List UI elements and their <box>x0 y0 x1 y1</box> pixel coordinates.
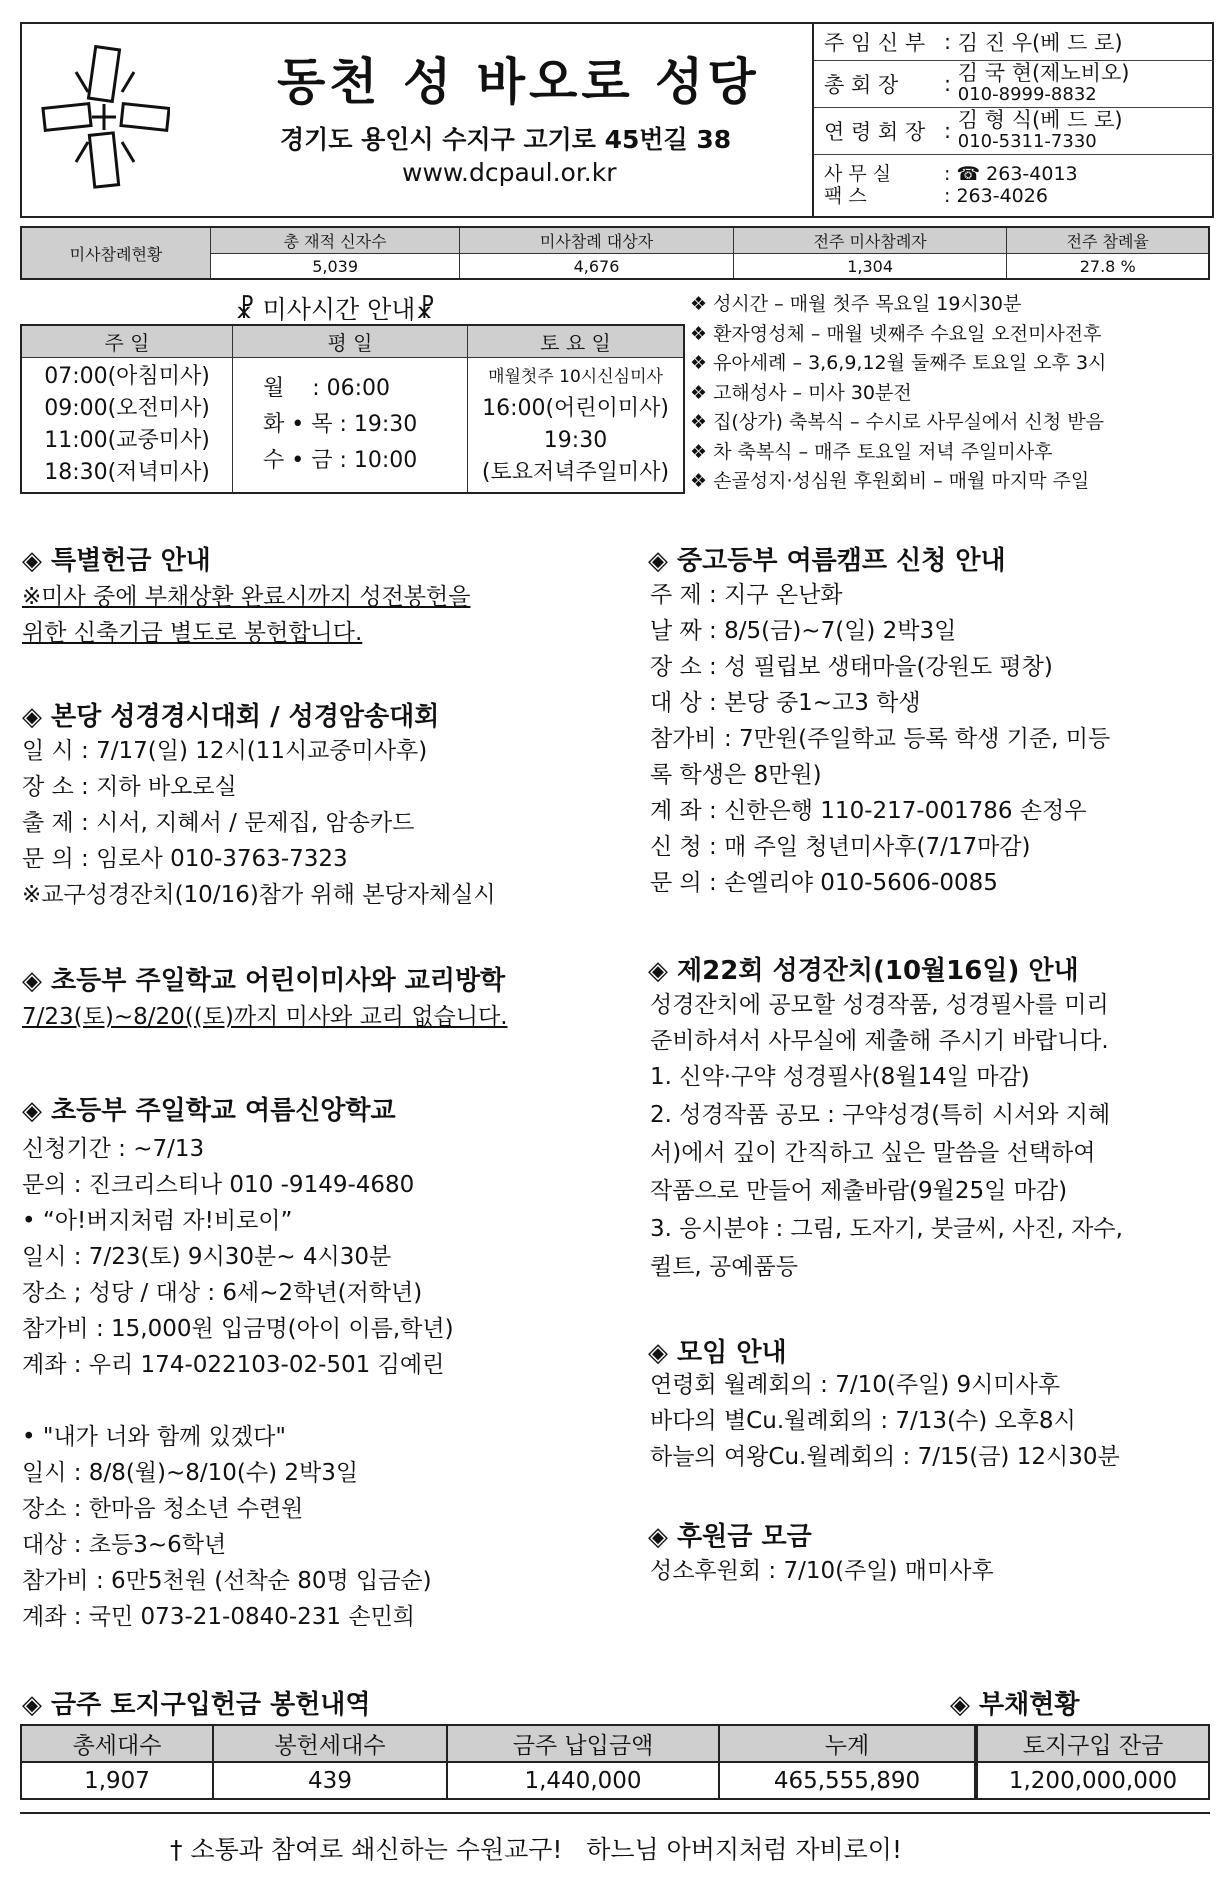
body-line: 퀼트, 공예품등 <box>650 1254 798 1280</box>
body-line: 바다의 별Cu.월례회의 : 7/13(수) 오후8시 <box>650 1408 1076 1434</box>
office-phone: ☎ 263-4013 <box>956 163 1078 185</box>
section-title: ◈ 중고등부 여름캠프 신청 안내 <box>648 546 1006 576</box>
staff-panel: 주 임 신 부 : 김 진 우(베 드 로) 총 회 장 : 김 국 현(제노비오) 010-8999-8832 연 령 회 장 : 김 형 식(베 드 로) 010-5311-7330 사 무 실 : ☎ 263-4013 팩 스 : 263-4026 <box>812 24 1214 216</box>
staff-value: 김 형 식(베 드 로) <box>957 108 1123 132</box>
body-line: 신 청 : 매 주일 청년미사후(7/17마감) <box>650 834 1031 860</box>
body-line: 일시 : 7/23(토) 9시30분~ 4시30분 <box>22 1244 392 1270</box>
table-header: 금주 납입금액 <box>447 1725 719 1762</box>
body-line: 일시 : 8/8(월)~8/10(수) 2박3일 <box>22 1460 359 1486</box>
body-line: ※미사 중에 부채상환 완료시까지 성전봉헌을 <box>22 584 471 610</box>
table-header: 토 요 일 <box>468 325 685 358</box>
body-line: 1. 신약·구약 성경필사(8월14일 마감) <box>650 1064 1030 1090</box>
list-item: ❖ 환자영성체 – 매월 넷째주 수요일 오전미사전후 <box>690 322 1102 345</box>
body-line: 연령회 월례회의 : 7/10(주일) 9시미사후 <box>650 1372 1061 1398</box>
offering-table <box>20 1724 1210 1800</box>
body-line: 주 제 : 지구 온난화 <box>650 582 843 608</box>
section-title: ◈ 본당 성경경시대회 / 성경암송대회 <box>22 702 440 732</box>
body-line: 2. 성경작품 공모 : 구약성경(특히 시서와 지혜 <box>650 1102 1111 1128</box>
table-cell: 1,304 <box>733 254 1007 280</box>
table-cell: 1,200,000,000 <box>976 1762 1209 1799</box>
list-item: 매월첫주 10시신심미사 <box>488 367 663 387</box>
staff-role: 연 령 회 장 <box>824 120 926 144</box>
saturday-masses <box>468 358 685 494</box>
body-line: 성경잔치에 공모할 성경작품, 성경필사를 미리 <box>650 992 1109 1018</box>
body-line: 위한 신축기금 별도로 봉헌합니다. <box>22 620 363 646</box>
parish-address: 경기도 용인시 수지구 고기로 45번길 38 <box>280 125 732 154</box>
weekday-masses <box>233 358 468 494</box>
body-line: 장 소 : 성 필립보 생태마을(강원도 평창) <box>650 654 1053 680</box>
footer-divider <box>20 1812 1210 1814</box>
staff-role: 사 무 실 <box>824 163 892 185</box>
list-item: 19:30 <box>543 428 608 453</box>
body-line: 문 의 : 손엘리야 010-5606-0085 <box>650 870 998 896</box>
table-cell: 465,555,890 <box>719 1762 976 1799</box>
body-line: ※교구성경잔치(10/16)참가 위해 본당자체실시 <box>22 882 496 908</box>
body-line: 문의 : 진크리스티나 010 -9149-4680 <box>22 1172 415 1198</box>
body-line: 장소 ; 성당 / 대상 : 6세~2학년(저학년) <box>22 1280 423 1306</box>
parish-name: 동천 성 바오로 성당 <box>277 53 760 111</box>
list-item: 16:00(어린이미사) <box>482 396 669 421</box>
table-header: 미사참례 대상자 <box>460 227 734 254</box>
table-header: 누계 <box>719 1725 976 1762</box>
body-line: 문 의 : 임로사 010-3763-7323 <box>22 846 348 872</box>
body-line: 날 짜 : 8/5(금)~7(일) 2박3일 <box>650 618 957 644</box>
offering-title: ◈ 금주 토지구입헌금 봉헌내역 <box>22 1690 371 1720</box>
body-line: 참가비 : 6만5천원 (선착순 80명 입금순) <box>22 1568 432 1594</box>
section-title: ◈ 초등부 주일학교 어린이미사와 교리방학 <box>22 966 506 996</box>
staff-role: 팩 스 <box>824 185 867 207</box>
attendance-label: 미사참례현황 <box>21 227 211 279</box>
body-line: 출 제 : 시서, 지혜서 / 문제집, 암송카드 <box>22 810 415 836</box>
parish-url[interactable]: www.dcpaul.or.kr <box>402 158 617 187</box>
staff-role: 총 회 장 <box>824 73 899 97</box>
body-line: 7/23(토)~8/20((토)까지 미사와 교리 없습니다. <box>22 1004 508 1030</box>
body-line: 성소후원회 : 7/10(주일) 매미사후 <box>650 1558 994 1584</box>
body-line: 장 소 : 지하 바오로실 <box>22 774 237 800</box>
sunday-masses <box>21 358 233 494</box>
list-item: 수 • 금 : 10:00 <box>263 448 418 473</box>
table-cell: 439 <box>213 1762 447 1799</box>
body-line: 대 상 : 본당 중1~고3 학생 <box>650 690 921 716</box>
body-line: 록 학생은 8만원) <box>650 762 822 788</box>
attendance-table <box>20 226 1210 280</box>
list-item: 월 : 06:00 <box>263 376 391 401</box>
body-line: 참가비 : 7만원(주일학교 등록 학생 기준, 미등 <box>650 726 1111 752</box>
list-item: 18:30(저녁미사) <box>44 460 210 485</box>
staff-role: 주 임 신 부 <box>824 31 926 55</box>
table-cell: 4,676 <box>460 254 734 280</box>
table-cell: 1,440,000 <box>447 1762 719 1799</box>
footer-slogan: † 소통과 참여로 쇄신하는 수원교구! 하느님 아버지처럼 자비로이! <box>170 1835 902 1864</box>
table-header: 평 일 <box>233 325 468 358</box>
list-item: ❖ 고해성사 – 미사 30분전 <box>690 381 912 404</box>
body-line: 계좌 : 우리 174-022103-02-501 김예린 <box>22 1352 445 1378</box>
list-item: 07:00(아침미사) <box>44 364 210 389</box>
table-header: 총 재적 신자수 <box>211 227 460 254</box>
debt-title: ◈ 부채현황 <box>950 1690 1080 1720</box>
body-line: 신청기간 : ~7/13 <box>22 1136 205 1162</box>
table-cell: 5,039 <box>211 254 460 280</box>
mass-title: ☧ 미사시간 안내☧ <box>235 295 435 324</box>
body-line: • "내가 너와 함께 있겠다" <box>22 1424 286 1450</box>
body-line: 대상 : 초등3~6학년 <box>22 1532 227 1558</box>
body-line: 일 시 : 7/17(일) 12시(11시교중미사후) <box>22 738 428 764</box>
body-line: 장소 : 한마음 청소년 수련원 <box>22 1496 304 1522</box>
table-header: 전주 미사참례자 <box>733 227 1007 254</box>
table-header: 봉헌세대수 <box>213 1725 447 1762</box>
notices-list <box>690 290 1106 497</box>
section-title: ◈ 특별헌금 안내 <box>22 546 211 576</box>
section-title: ◈ 초등부 주일학교 여름신앙학교 <box>22 1096 396 1126</box>
list-item: ❖ 성시간 – 매월 첫주 목요일 19시30분 <box>690 293 1022 315</box>
list-item: 11:00(교중미사) <box>44 428 210 453</box>
body-line: 서)에서 깊이 간직하고 싶은 말씀을 선택하여 <box>650 1140 1096 1166</box>
body-line: 작품으로 만들어 제출바람(9월25일 마감) <box>650 1178 1068 1204</box>
list-item: 09:00(오전미사) <box>44 396 210 421</box>
header-box <box>20 22 1214 218</box>
body-line: 3. 응시분야 : 그림, 도자기, 붓글씨, 사진, 자수, <box>650 1216 1123 1242</box>
list-item: 화 • 목 : 19:30 <box>263 412 418 437</box>
list-item: ❖ 집(상가) 축복식 – 수시로 사무실에서 신청 받음 <box>690 411 1105 433</box>
table-header: 총세대수 <box>21 1725 213 1762</box>
mass-table <box>20 324 685 494</box>
table-cell: 1,907 <box>21 1762 213 1799</box>
body-line: 준비하셔서 사무실에 제출해 주시기 바랍니다. <box>650 1028 1109 1054</box>
table-header: 주 일 <box>21 325 233 358</box>
parish-logo-icon <box>40 42 170 192</box>
list-item: (토요저녁주일미사) <box>481 460 670 485</box>
list-item: ❖ 유아세례 – 3,6,9,12월 둘째주 토요일 오후 3시 <box>690 352 1107 374</box>
section-title: ◈ 후원금 모금 <box>648 1522 812 1552</box>
fax-number: 263-4026 <box>956 185 1048 207</box>
list-item: ❖ 차 축복식 – 매주 토요일 저녁 주일미사후 <box>690 440 1053 463</box>
body-line: 하늘의 여왕Cu.월례회의 : 7/15(금) 12시30분 <box>650 1444 1120 1470</box>
table-header: 전주 참례율 <box>1007 227 1209 254</box>
body-line: 계 좌 : 신한은행 110-217-001786 손정우 <box>650 798 1087 824</box>
table-cell: 27.8 % <box>1007 254 1209 280</box>
staff-phone: 010-8999-8832 <box>957 84 1097 105</box>
staff-value: 김 국 현(제노비오) <box>957 61 1130 85</box>
body-line: 참가비 : 15,000원 입금명(아이 이름,학년) <box>22 1316 454 1342</box>
section-title: ◈ 모임 안내 <box>648 1338 787 1368</box>
body-line: 계좌 : 국민 073-21-0840-231 손민희 <box>22 1604 416 1630</box>
staff-phone: 010-5311-7330 <box>957 131 1097 152</box>
staff-value: 김 진 우(베 드 로) <box>957 31 1123 55</box>
body-line: • “아!버지처럼 자!비로이” <box>22 1208 293 1234</box>
section-title: ◈ 제22회 성경잔치(10월16일) 안내 <box>648 956 1079 986</box>
list-item: ❖ 손골성지·성심원 후원회비 – 매월 마지막 주일 <box>690 470 1090 492</box>
table-header: 토지구입 잔금 <box>976 1725 1209 1762</box>
